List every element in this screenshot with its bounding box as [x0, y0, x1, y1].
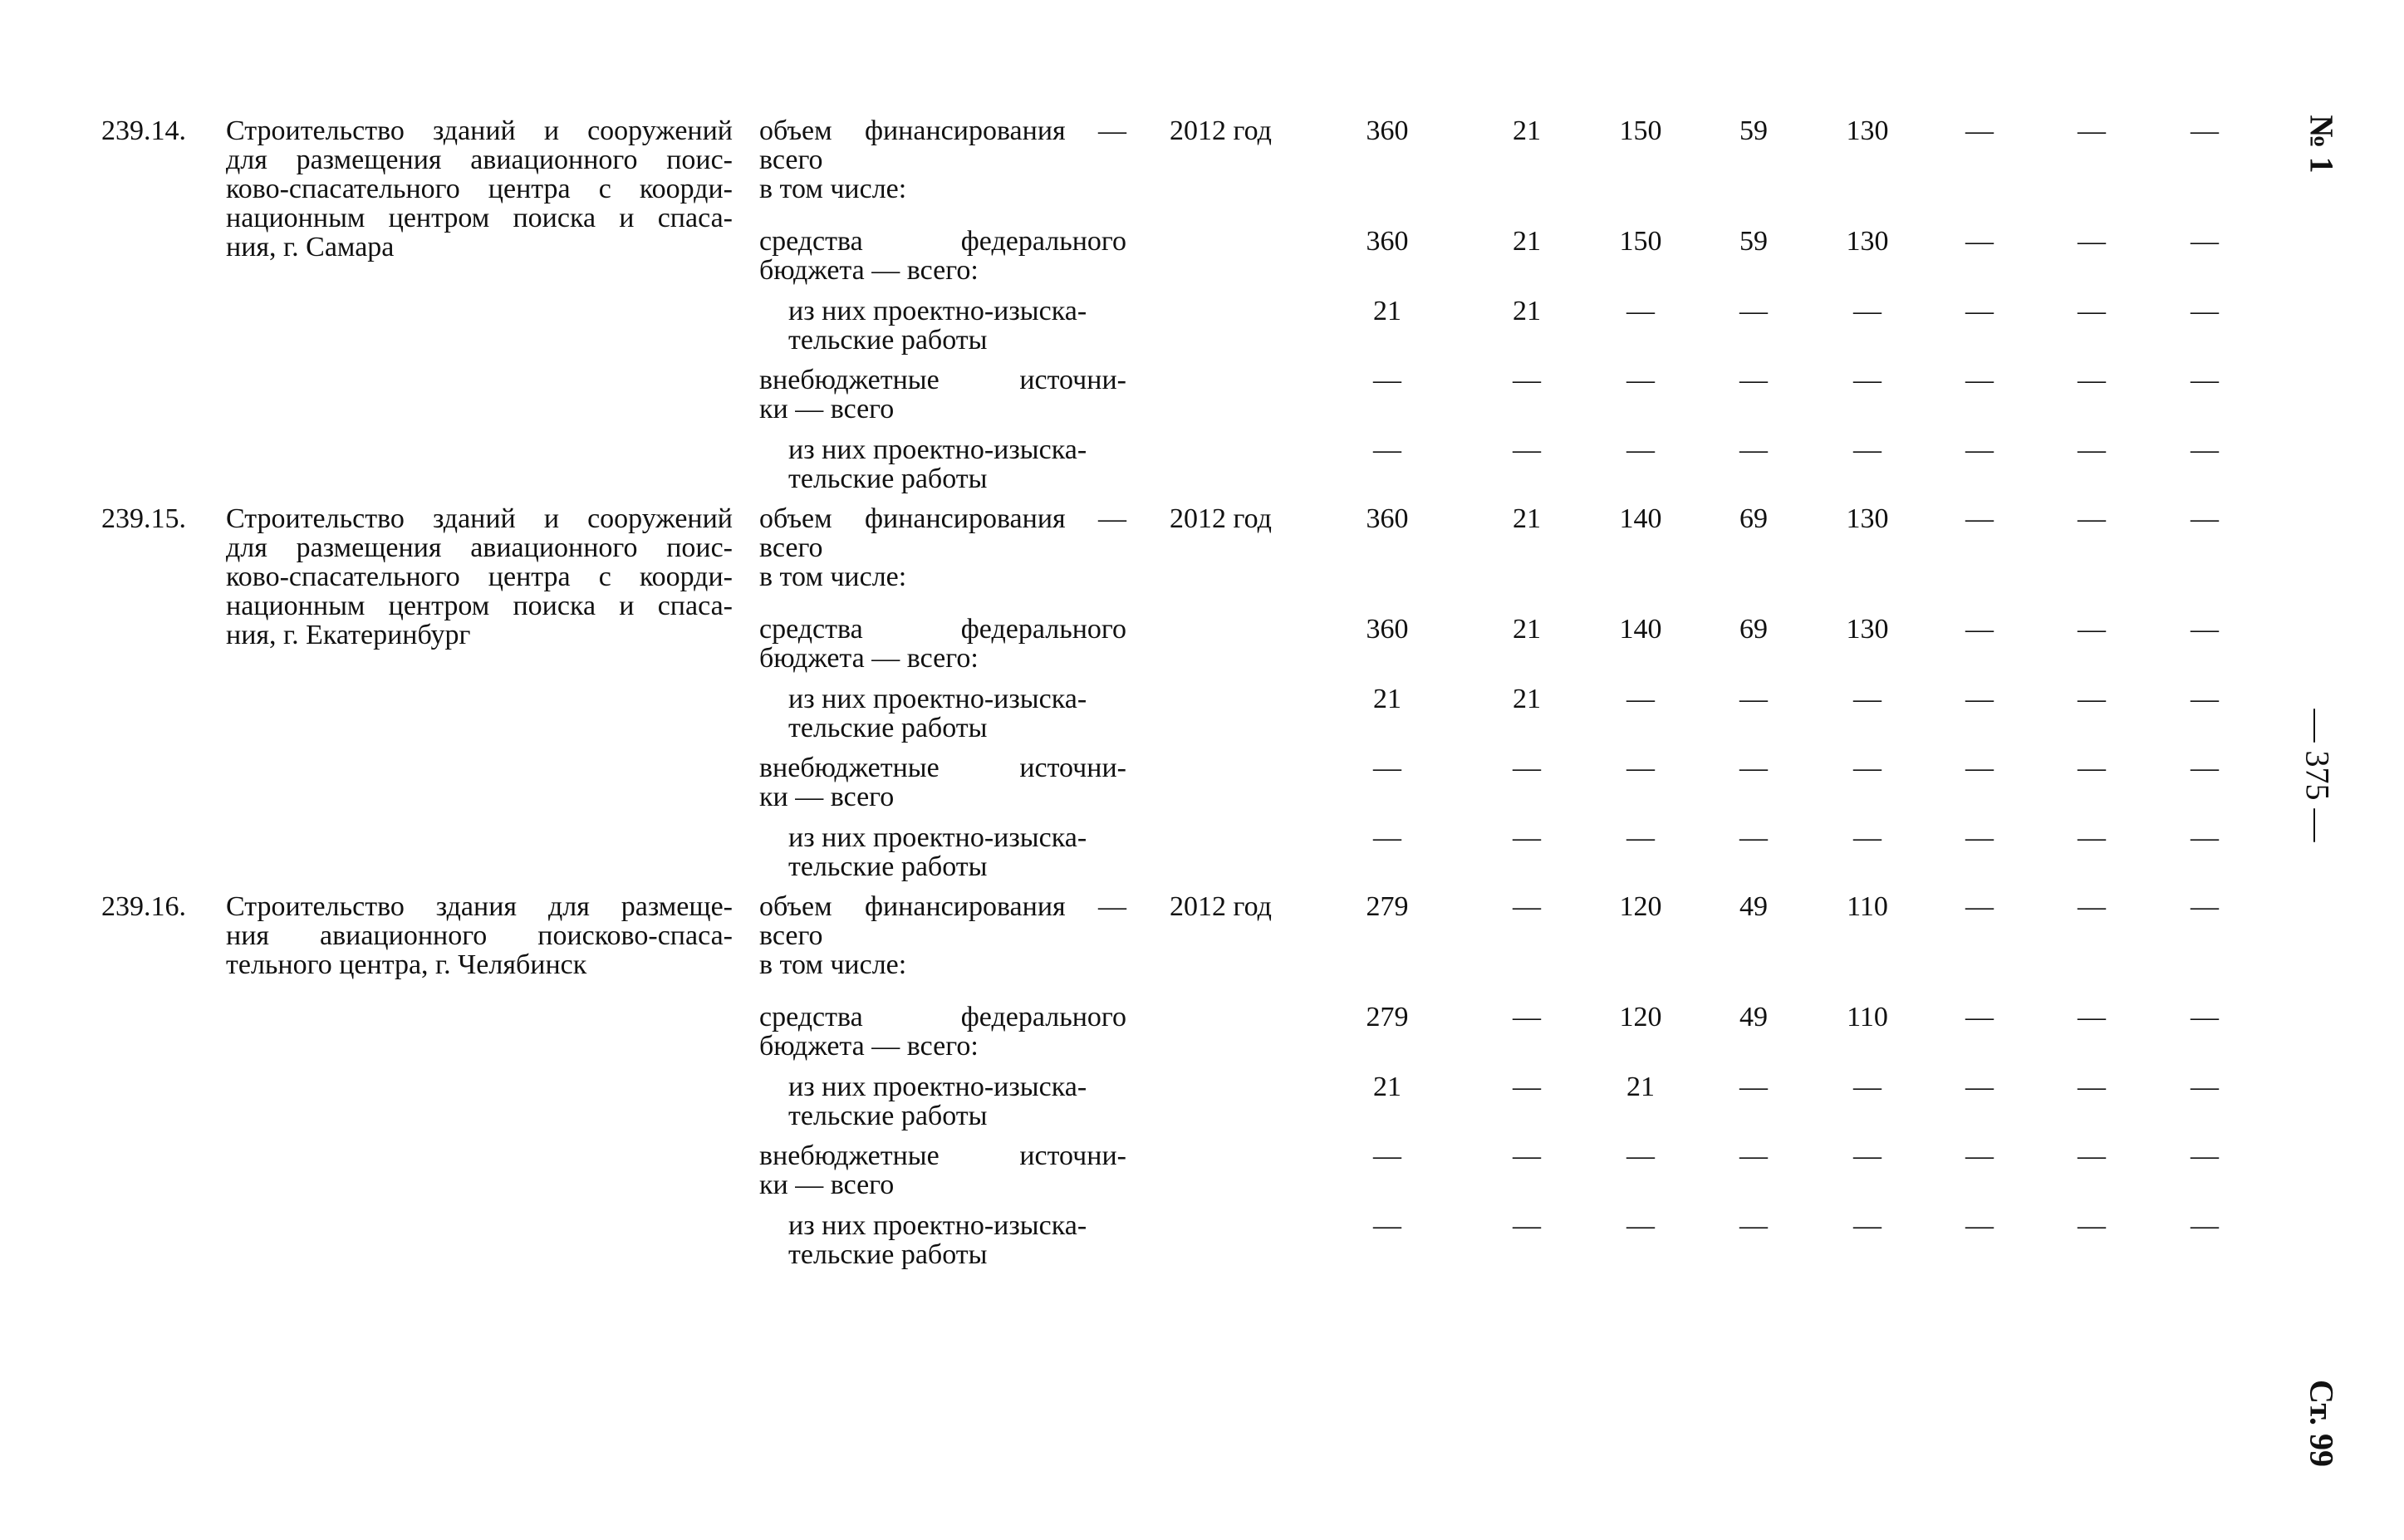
- row-label-line: всего: [759, 145, 823, 175]
- row-label-line: объем финансирования —: [759, 115, 1126, 146]
- row-value-cell: 279: [1366, 891, 1409, 922]
- row-value-cell: —: [2078, 822, 2106, 853]
- row-value-cell: 21: [1626, 1072, 1655, 1102]
- item-number: 239.15.: [101, 503, 186, 534]
- item-title-line: Строительство зданий и сооружений: [226, 503, 733, 534]
- row-value-cell: —: [1853, 296, 1881, 326]
- row-value-cell: —: [2078, 753, 2106, 783]
- row-value-cell: —: [2078, 614, 2106, 645]
- row-value-cell: —: [2078, 1140, 2106, 1171]
- row-value-cell: —: [1513, 1072, 1541, 1102]
- article-number: Ст. 99: [2303, 1380, 2341, 1467]
- row-label-line: бюджета — всего:: [759, 643, 979, 674]
- row-value-cell: —: [1965, 614, 1994, 645]
- item-title-line: Строительство зданий и сооружений: [226, 115, 733, 146]
- row-label-line: ки — всего: [759, 1170, 895, 1200]
- row-value-cell: —: [1965, 1072, 1994, 1102]
- row-value-cell: —: [1513, 1002, 1541, 1032]
- item-title-line: для размещения авиационного поис-: [226, 145, 733, 175]
- item-title-line: Строительство здания для размеще-: [226, 891, 733, 922]
- row-label-line: ки — всего: [759, 394, 895, 424]
- row-value-cell: 279: [1366, 1002, 1409, 1032]
- row-value-cell: —: [1373, 1140, 1401, 1171]
- row-label-line: из них проектно-изыска-: [788, 1210, 1087, 1241]
- row-value-cell: 130: [1846, 614, 1889, 645]
- row-value-cell: —: [1965, 503, 1994, 534]
- row-value-cell: 110: [1847, 1002, 1888, 1032]
- row-value-cell: —: [1853, 1140, 1881, 1171]
- row-value-cell: 49: [1739, 1002, 1768, 1032]
- row-value-cell: —: [1513, 1140, 1541, 1171]
- row-label-line: объем финансирования —: [759, 503, 1126, 534]
- row-value-cell: —: [2191, 226, 2219, 257]
- row-value-cell: —: [1626, 822, 1655, 853]
- row-label-line: тельские работы: [788, 325, 988, 356]
- row-value-cell: —: [1513, 753, 1541, 783]
- row-value-cell: —: [1965, 753, 1994, 783]
- row-value-cell: —: [2191, 1140, 2219, 1171]
- row-value-cell: 120: [1619, 1002, 1662, 1032]
- row-value-cell: 150: [1619, 226, 1662, 257]
- row-value-cell: —: [1373, 822, 1401, 853]
- item-title-line: для размещения авиационного поис-: [226, 532, 733, 563]
- row-label-line: тельские работы: [788, 713, 988, 743]
- row-value-cell: —: [1965, 891, 1994, 922]
- page-number: — 375 —: [2299, 709, 2337, 842]
- row-value-cell: —: [1739, 296, 1768, 326]
- row-label-line: объем финансирования —: [759, 891, 1126, 922]
- row-value-cell: —: [1853, 434, 1881, 465]
- row-value-cell: 21: [1513, 614, 1541, 645]
- row-label-line: из них проектно-изыска-: [788, 684, 1087, 714]
- row-value-cell: —: [2078, 891, 2106, 922]
- row-label-line: из них проектно-изыска-: [788, 822, 1087, 853]
- row-label-line: из них проектно-изыска-: [788, 296, 1087, 326]
- row-value-cell: 21: [1373, 1072, 1401, 1102]
- row-value-cell: 69: [1739, 614, 1768, 645]
- row-value-cell: —: [1739, 1210, 1768, 1241]
- row-label-line: тельские работы: [788, 1101, 988, 1131]
- row-value-cell: 21: [1513, 503, 1541, 534]
- row-value-cell: —: [1626, 434, 1655, 465]
- row-value-cell: —: [1626, 1140, 1655, 1171]
- row-label-line: в том числе:: [759, 949, 907, 980]
- row-value-cell: —: [2191, 1210, 2219, 1241]
- row-label-line: всего: [759, 532, 823, 563]
- row-value-cell: —: [1626, 365, 1655, 395]
- row-label-line: тельские работы: [788, 463, 988, 494]
- row-value-cell: —: [1626, 1210, 1655, 1241]
- row-label-line: ки — всего: [759, 782, 895, 812]
- row-value-cell: —: [1965, 684, 1994, 714]
- row-value-cell: —: [1853, 684, 1881, 714]
- row-value-cell: —: [1853, 753, 1881, 783]
- row-value-cell: —: [2191, 434, 2219, 465]
- row-value-cell: —: [2191, 753, 2219, 783]
- row-value-cell: 21: [1513, 684, 1541, 714]
- row-value-cell: 21: [1513, 115, 1541, 146]
- item-title-line: ния авиационного поисково-спаса-: [226, 920, 733, 951]
- row-value-cell: 120: [1619, 891, 1662, 922]
- row-value-cell: 59: [1739, 115, 1768, 146]
- row-value-cell: 360: [1366, 115, 1409, 146]
- row-value-cell: —: [1739, 822, 1768, 853]
- row-value-cell: —: [1513, 822, 1541, 853]
- row-value-cell: 130: [1846, 115, 1889, 146]
- row-value-cell: 130: [1846, 503, 1889, 534]
- row-label-line: средства федерального: [759, 1002, 1126, 1032]
- row-label-line: всего: [759, 920, 823, 951]
- row-value-cell: —: [2191, 614, 2219, 645]
- row-value-cell: —: [1626, 753, 1655, 783]
- row-value-cell: 21: [1373, 296, 1401, 326]
- item-year: 2012 год: [1170, 503, 1272, 534]
- row-value-cell: —: [1739, 1140, 1768, 1171]
- row-label-line: в том числе:: [759, 562, 907, 592]
- item-number: 239.14.: [101, 115, 186, 146]
- row-value-cell: —: [1626, 684, 1655, 714]
- row-value-cell: 21: [1513, 226, 1541, 257]
- row-value-cell: —: [2191, 684, 2219, 714]
- row-label-line: внебюджетные источни-: [759, 365, 1126, 395]
- row-value-cell: —: [1965, 1140, 1994, 1171]
- row-value-cell: —: [2078, 226, 2106, 257]
- row-value-cell: —: [2191, 891, 2219, 922]
- row-value-cell: —: [1739, 365, 1768, 395]
- row-value-cell: —: [2191, 1072, 2219, 1102]
- row-value-cell: —: [1513, 891, 1541, 922]
- row-value-cell: —: [2078, 434, 2106, 465]
- row-value-cell: —: [1853, 1072, 1881, 1102]
- row-label-line: средства федерального: [759, 614, 1126, 645]
- item-title-line: национным центром поиска и спаса-: [226, 591, 733, 621]
- row-value-cell: —: [2191, 296, 2219, 326]
- row-value-cell: —: [1965, 822, 1994, 853]
- row-value-cell: 21: [1373, 684, 1401, 714]
- item-title-line: ния, г. Екатеринбург: [226, 620, 471, 650]
- row-value-cell: —: [2078, 1072, 2106, 1102]
- row-label-line: тельские работы: [788, 851, 988, 882]
- row-value-cell: —: [2078, 684, 2106, 714]
- item-title-line: национным центром поиска и спаса-: [226, 203, 733, 233]
- row-value-cell: 110: [1847, 891, 1888, 922]
- row-value-cell: 360: [1366, 614, 1409, 645]
- row-value-cell: —: [1965, 434, 1994, 465]
- item-title-line: ково-спасательного центра с коорди-: [226, 562, 733, 592]
- row-label-line: бюджета — всего:: [759, 1031, 979, 1062]
- row-label-line: из них проектно-изыска-: [788, 1072, 1087, 1102]
- row-value-cell: —: [1965, 1002, 1994, 1032]
- row-value-cell: —: [1373, 365, 1401, 395]
- row-value-cell: —: [1853, 822, 1881, 853]
- row-label-line: внебюджетные источни-: [759, 1140, 1126, 1171]
- row-value-cell: 49: [1739, 891, 1768, 922]
- row-value-cell: —: [2078, 1002, 2106, 1032]
- row-value-cell: 69: [1739, 503, 1768, 534]
- row-value-cell: —: [1965, 115, 1994, 146]
- row-value-cell: —: [1965, 296, 1994, 326]
- row-value-cell: —: [1373, 1210, 1401, 1241]
- issue-number: № 1: [2303, 115, 2341, 174]
- item-title-line: тельного центра, г. Челябинск: [226, 949, 587, 980]
- item-year: 2012 год: [1170, 891, 1272, 922]
- row-value-cell: —: [1853, 365, 1881, 395]
- row-value-cell: —: [2078, 503, 2106, 534]
- row-value-cell: —: [1965, 365, 1994, 395]
- row-label-line: из них проектно-изыска-: [788, 434, 1087, 465]
- row-value-cell: —: [2191, 503, 2219, 534]
- row-value-cell: —: [1513, 365, 1541, 395]
- row-value-cell: —: [2191, 1002, 2219, 1032]
- row-value-cell: —: [2191, 822, 2219, 853]
- row-value-cell: 59: [1739, 226, 1768, 257]
- row-label-line: тельские работы: [788, 1239, 988, 1270]
- item-number: 239.16.: [101, 891, 186, 922]
- row-value-cell: —: [1373, 753, 1401, 783]
- row-value-cell: —: [1739, 1072, 1768, 1102]
- row-value-cell: —: [1626, 296, 1655, 326]
- item-title-line: ния, г. Самара: [226, 232, 395, 262]
- row-value-cell: —: [1739, 434, 1768, 465]
- row-value-cell: —: [1739, 753, 1768, 783]
- row-value-cell: 360: [1366, 226, 1409, 257]
- row-value-cell: —: [1853, 1210, 1881, 1241]
- row-value-cell: —: [1965, 1210, 1994, 1241]
- row-value-cell: 360: [1366, 503, 1409, 534]
- item-title-line: ково-спасательного центра с коорди-: [226, 174, 733, 204]
- row-value-cell: —: [1739, 684, 1768, 714]
- row-value-cell: —: [1965, 226, 1994, 257]
- row-value-cell: —: [1513, 434, 1541, 465]
- row-label-line: бюджета — всего:: [759, 255, 979, 286]
- row-label-line: в том числе:: [759, 174, 907, 204]
- row-label-line: средства федерального: [759, 226, 1126, 257]
- row-label-line: внебюджетные источни-: [759, 753, 1126, 783]
- row-value-cell: —: [2191, 365, 2219, 395]
- row-value-cell: —: [2078, 115, 2106, 146]
- item-year: 2012 год: [1170, 115, 1272, 146]
- row-value-cell: 150: [1619, 115, 1662, 146]
- row-value-cell: —: [1373, 434, 1401, 465]
- row-value-cell: —: [2191, 115, 2219, 146]
- row-value-cell: —: [2078, 1210, 2106, 1241]
- row-value-cell: —: [2078, 365, 2106, 395]
- row-value-cell: 140: [1619, 614, 1662, 645]
- row-value-cell: 21: [1513, 296, 1541, 326]
- row-value-cell: —: [1513, 1210, 1541, 1241]
- row-value-cell: 130: [1846, 226, 1889, 257]
- row-value-cell: —: [2078, 296, 2106, 326]
- row-value-cell: 140: [1619, 503, 1662, 534]
